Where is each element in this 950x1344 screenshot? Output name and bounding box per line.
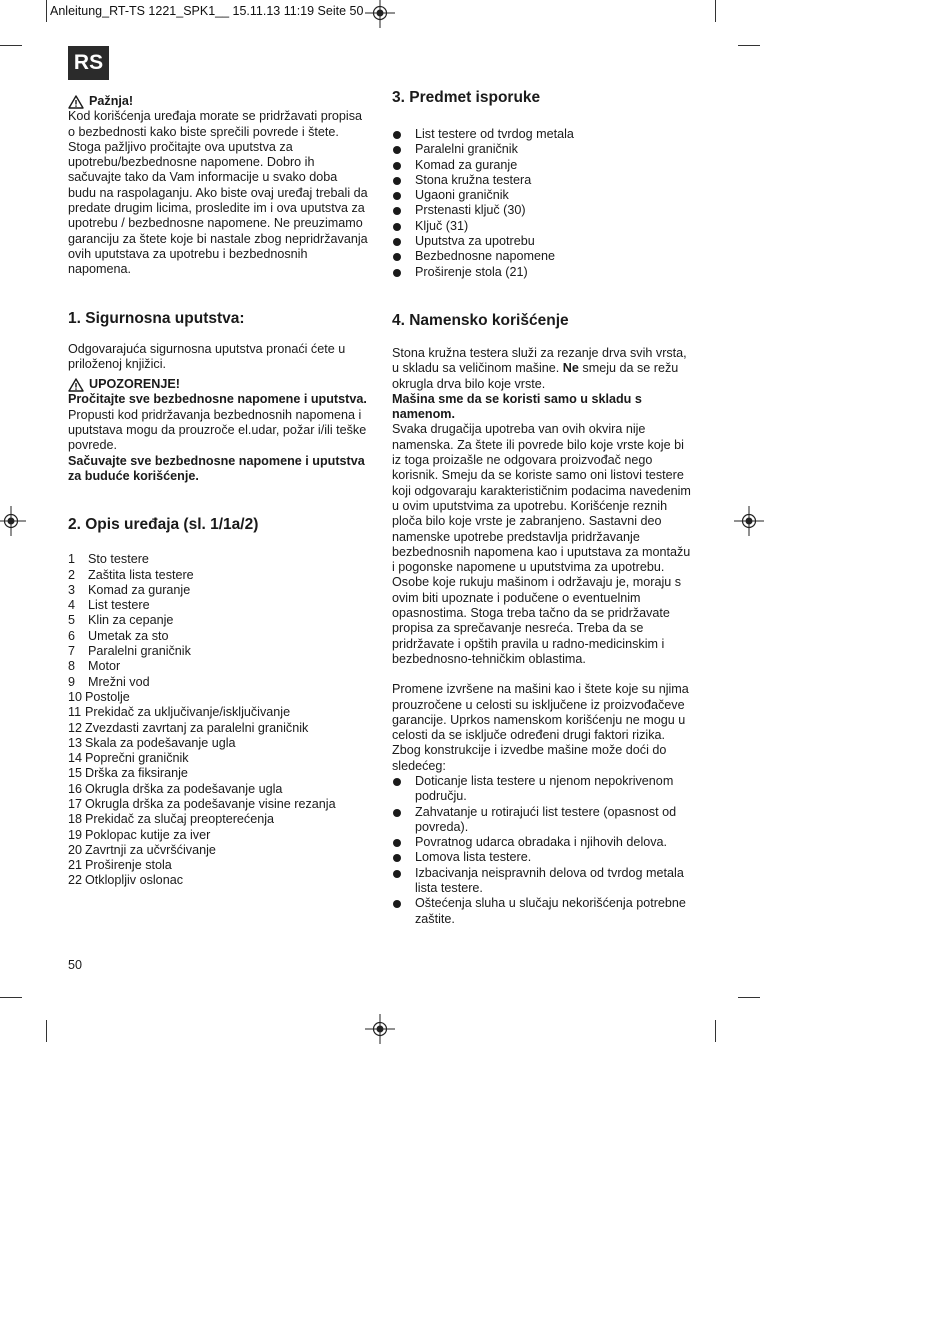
bullet-icon <box>393 223 401 231</box>
item-number: 4 <box>68 598 76 613</box>
item-label: Skala za podešavanje ugla <box>85 735 236 750</box>
item-label: Otklopljiv oslonac <box>85 873 183 888</box>
section-heading: 3. Predmet isporuke <box>392 89 541 106</box>
list-item <box>392 142 692 157</box>
list-item <box>68 583 368 598</box>
item-number: 21 <box>68 858 83 873</box>
list-item <box>68 751 368 766</box>
bullet-icon <box>393 809 401 817</box>
list-item <box>68 690 368 705</box>
caution-heading <box>68 377 368 392</box>
list-item <box>392 835 692 850</box>
language-badge: RS <box>68 46 109 80</box>
item-number: 18 <box>68 812 83 827</box>
section-heading: 1. Sigurnosna uputstva: <box>68 309 245 327</box>
bullet-icon <box>393 839 401 847</box>
item-label: Zavrtnji za učvršćivanje <box>85 842 216 857</box>
item-label: Zahvatanje u rotirajući list testere (opasnost od povreda). <box>415 804 677 834</box>
caution-text: Propusti kod pridržavanja bezbednosnih napomena i uputstava mogu da prouzroče el.udar, požar i/ili teške povrede. <box>68 407 367 453</box>
warning-heading <box>68 94 368 109</box>
list-item <box>392 173 692 188</box>
item-number: 7 <box>68 644 76 659</box>
bullet-icon <box>393 854 401 862</box>
item-label: Proširenje stola <box>85 858 172 873</box>
list-item <box>392 774 692 805</box>
crop-mark <box>738 997 760 998</box>
section-heading: 2. Opis uređaja (sl. 1/1a/2) <box>68 516 259 534</box>
bullet-icon <box>393 177 401 185</box>
item-label: Okrugla drška za podešavanje visine rezanja <box>85 796 336 811</box>
bullet-icon <box>393 269 401 277</box>
item-label: Prekidač za uključivanje/isključivanje <box>85 705 291 720</box>
list-item <box>68 843 368 858</box>
item-label: Motor <box>88 659 121 674</box>
list-item <box>392 188 692 203</box>
crop-mark <box>46 1020 47 1042</box>
bullet-icon <box>393 253 401 261</box>
item-label: List testere od tvrdog metala <box>415 127 574 141</box>
list-item <box>392 866 692 897</box>
item-label: Prstenasti ključ (30) <box>415 203 526 218</box>
crop-mark <box>715 1020 716 1042</box>
safety-intro: Odgovarajuća sigurnosna uputstva pronaći ćete u priloženoj knjižici. <box>68 341 346 371</box>
list-item <box>68 858 368 873</box>
list-item <box>392 234 692 249</box>
registration-mark-icon <box>734 506 764 536</box>
item-label: Komad za guranje <box>88 582 191 597</box>
list-item <box>392 805 692 836</box>
item-label: Zvezdasti zavrtanj za paralelni graničnik <box>85 720 309 735</box>
item-label: Zaštita lista testere <box>88 567 194 582</box>
item-label: Poklopac kutije za iver <box>85 827 211 842</box>
item-number: 20 <box>68 842 83 857</box>
list-item <box>392 158 692 173</box>
item-label: Prekidač za slučaj preopterećenja <box>85 812 275 827</box>
bullet-icon <box>393 870 401 878</box>
list-item <box>68 797 368 812</box>
section-heading: 4. Namensko korišćenje <box>392 311 569 329</box>
item-number: 9 <box>68 674 76 689</box>
item-label: Sto testere <box>88 552 149 567</box>
item-number: 13 <box>68 735 83 750</box>
list-item <box>68 873 368 888</box>
item-number: 5 <box>68 613 76 628</box>
item-label: Oštećenja sluha u slučaju nekorišćenja potrebne zaštite. <box>415 896 686 926</box>
parts-list <box>68 552 368 889</box>
crop-mark <box>0 997 22 998</box>
intended-use-details: Svaka drugačija upotreba van ovih okvira nije namenska. Za štete ili povrede bilo koje vrste koje bi iz toga proizašle ne odgovara proizvođač nego korisnik. Smeju da se koriste samo oni listovi testere koji odgovaraju karakterističnim podacima navedenim u ovim uputstvima za upotrebu. Korišćenje reznih ploča bilo koje vrste je zabranjeno. Sastavni deo namenske upotrebe predstavlja pridržavanje bezbednosnih napomena kao i uputstava za montažu i pogonske napomene u uputstvima za upotrebu. Osobe koje rukuju mašinom i održavaju je, moraju s ovim biti upoznate i podučene o eventuelnim opasnostima. Stoga treba tačno da se pridržavate propisa za sprečavanje nesreća. Treba da se pridržavate i opštih pravila u radno-medicinskim i bezbednosno-tehničkim oblastima. <box>392 422 691 666</box>
crop-mark <box>715 0 716 22</box>
caution-title: UPOZORENJE! <box>89 377 180 392</box>
crop-mark <box>0 45 22 46</box>
item-label: Mrežni vod <box>88 674 150 689</box>
item-label: Klin za cepanje <box>88 613 174 628</box>
item-number: 16 <box>68 781 83 796</box>
item-number: 15 <box>68 766 83 781</box>
left-column <box>68 94 368 889</box>
warning-text: Kod korišćenja uređaja morate se pridržavati propisa o bezbednosti kako biste sprečili povrede i štete. Stoga pažljivo pročitajte ova uputstva za upotrebu/bezbednosne napomene. Dobro ih sačuvajte tako da Vam informacije u svako doba budu na raspolaganju. Ako biste ovaj uređaj trebali da predate drugim licima, prosledite im i ova uputstva za upotrebu / bezbednosne napomene. Ne preuzimamo garanciju za štete koje bi nastale zbog nepridržavanja ovih uputstava za upotrebu i bezbednosnih napomena. <box>68 109 368 277</box>
item-number: 12 <box>68 720 83 735</box>
item-label: Komad za guranje <box>415 157 518 172</box>
item-label: Povratnog udarca obradaka i njihovih delova. <box>415 835 668 850</box>
item-number: 1 <box>68 552 76 567</box>
list-item <box>392 249 692 264</box>
item-label: Izbacivanja neispravnih delova od tvrdog metala lista testere. <box>415 865 684 896</box>
bullet-icon <box>393 778 401 786</box>
item-label: Okrugla drška za podešavanje ugla <box>85 781 283 796</box>
item-label: Drška za fiksiranje <box>85 766 188 781</box>
list-item <box>68 659 368 674</box>
item-number: 19 <box>68 827 83 842</box>
item-label: Paralelni graničnik <box>415 142 518 157</box>
item-label: Ključ (31) <box>415 218 469 233</box>
list-item <box>68 568 368 583</box>
list-item <box>392 127 692 142</box>
bullet-icon <box>393 131 401 139</box>
bullet-icon <box>393 207 401 215</box>
item-label: List testere <box>88 598 150 613</box>
list-item <box>392 219 692 234</box>
page-number: 50 <box>68 958 83 972</box>
risk-list <box>392 774 692 927</box>
registration-mark-icon <box>365 1014 395 1044</box>
list-item <box>68 766 368 781</box>
item-number: 10 <box>68 689 83 704</box>
list-item <box>68 598 368 613</box>
item-label: Bezbednosne napomene <box>415 249 556 264</box>
list-item <box>392 850 692 865</box>
item-label: Postolje <box>85 689 130 704</box>
list-item <box>68 721 368 736</box>
list-item <box>392 203 692 218</box>
item-number: 17 <box>68 796 83 811</box>
list-item <box>68 629 368 644</box>
item-number: 2 <box>68 567 76 582</box>
print-slug: Anleitung_RT-TS 1221_SPK1__ 15.11.13 11:19 Seite 50 <box>50 4 364 18</box>
delivery-list <box>392 127 692 280</box>
caution-bold-text: Pročitajte sve bezbednosne napomene i uputstva. <box>68 392 367 407</box>
crop-mark <box>738 45 760 46</box>
item-label: Uputstva za upotrebu <box>415 234 535 249</box>
warning-title: Pažnja! <box>89 94 134 108</box>
list-item <box>68 812 368 827</box>
item-number: 6 <box>68 628 76 643</box>
intended-use-text: Stona kružna testera služi za rezanje drva svih vrsta, u skladu sa veličinom mašine. Ne smeju da se režu okrugla drva bilo koje vrste. <box>392 345 687 391</box>
list-item <box>68 644 368 659</box>
warning-triangle-icon <box>68 95 84 109</box>
item-number: 11 <box>68 705 82 720</box>
item-label: Umetak za sto <box>88 628 169 643</box>
bullet-icon <box>393 900 401 908</box>
bullet-icon <box>393 146 401 154</box>
bullet-icon <box>393 238 401 246</box>
registration-mark-icon <box>365 0 395 30</box>
keep-instructions-text: Sačuvajte sve bezbednosne napomene i uputstva za buduće korišćenje. <box>68 453 365 483</box>
item-label: Doticanje lista testere u njenom nepokrivenom području. <box>415 773 674 804</box>
item-number: 8 <box>68 659 76 674</box>
registration-mark-icon <box>0 506 26 536</box>
list-item <box>392 896 692 927</box>
list-item <box>68 613 368 628</box>
list-item <box>68 675 368 690</box>
item-label: Paralelni graničnik <box>88 644 191 659</box>
item-label: Stona kružna testera <box>415 172 532 187</box>
intended-use-bold: Mašina sme da se koristi samo u skladu s namenom. <box>392 391 642 422</box>
risk-intro-text: Promene izvršene na mašini kao i štete koje su njima prouzročene u celosti su isključene iz proizvođačeve garancije. Uprkos namenskom korišćenju ne mogu u celosti da se isključe određeni drugi faktori rizika. Zbog konstrukcije i izvedbe mašine može doći do sledećeg: <box>392 682 689 773</box>
item-number: 22 <box>68 873 83 888</box>
crop-mark <box>46 0 47 22</box>
item-label: Proširenje stola (21) <box>415 264 528 279</box>
list-item <box>392 265 692 280</box>
bullet-icon <box>393 162 401 170</box>
item-number: 3 <box>68 582 76 597</box>
warning-triangle-icon <box>68 378 84 392</box>
list-item <box>68 552 368 567</box>
list-item <box>68 828 368 843</box>
item-label: Lomova lista testere. <box>415 850 532 865</box>
list-item <box>68 705 368 720</box>
item-number: 14 <box>68 751 83 766</box>
bullet-icon <box>393 192 401 200</box>
item-label: Ugaoni graničnik <box>415 188 509 203</box>
item-label: Poprečni graničnik <box>85 751 189 766</box>
list-item <box>68 736 368 751</box>
list-item <box>68 782 368 797</box>
right-column <box>392 88 692 927</box>
